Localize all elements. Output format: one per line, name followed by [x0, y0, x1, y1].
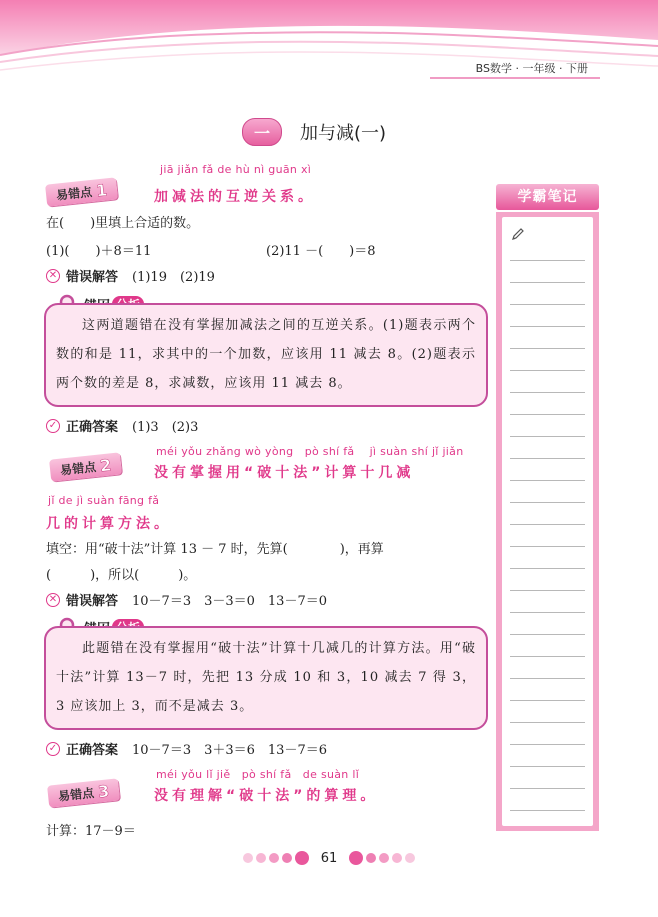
error-point-tag-2 [49, 452, 122, 481]
tag-label: 易错点 [57, 785, 95, 804]
footer-dot [256, 853, 266, 863]
question-2: (2)11 －( )＝8 [266, 244, 376, 259]
question-prompt: 在( )里填上合适的数。 [46, 216, 200, 231]
error-point-tag-1 [45, 177, 118, 206]
chapter-title: 加与减(一) [300, 123, 387, 144]
footer-dot [243, 853, 253, 863]
topic-pinyin: méi yǒu lǐ jiě pò shí fǎ de suàn lǐ [156, 768, 360, 781]
topic-title-line-2: 几的计算方法。 [46, 516, 172, 532]
book-info: BS数学 · 一年级 · 下册 [475, 62, 588, 75]
footer-dot [269, 853, 279, 863]
topic-pinyin: jiā jiǎn fǎ de hù nì guān xì [160, 163, 312, 176]
question-1: (1)( )＋8＝11 [46, 244, 152, 259]
wrong-answer-row [46, 590, 327, 609]
page-number: 61 [320, 850, 338, 866]
tag-label: 易错点 [59, 459, 97, 478]
correct-answer-label: 正确答案 [66, 743, 119, 758]
footer-dot [379, 853, 389, 863]
footer-dot [405, 853, 415, 863]
wrong-answer-label: 错误解答 [66, 594, 119, 609]
question-prompt-line-2: ( )，所以( )。 [46, 568, 197, 583]
tag-number: 1 [94, 179, 109, 200]
check-circle-icon: ✓ [46, 742, 60, 756]
footer-dot [295, 851, 309, 865]
analysis-box: 此题错在没有掌握用“破十法”计算十几减几的计算方法。用“破十法”计算 13－7 时，先把 13 分成 10 和 3，10 减去 7 得 3，3 应该加上 3，而不是减去 3。 [44, 626, 488, 730]
topic-title: 没有掌握用“破十法”计算十几减 [154, 465, 415, 481]
wrong-answer: (1)19 (2)19 [132, 270, 215, 285]
question-prompt: 计算：17－9＝ [46, 824, 136, 839]
correct-answer: (1)3 (2)3 [132, 420, 199, 435]
topic-title: 加减法的互逆关系。 [154, 189, 316, 205]
wrong-answer: 10－7＝3 3－3＝0 13－7＝0 [132, 594, 327, 609]
correct-answer-label: 正确答案 [66, 420, 119, 435]
chapter-number-badge: 一 [242, 118, 282, 146]
topic-title: 没有理解“破十法”的算理。 [154, 788, 379, 804]
footer-dot [349, 851, 363, 865]
x-circle-icon: ✕ [46, 269, 60, 283]
chapter-heading [242, 117, 386, 147]
footer-dot [392, 853, 402, 863]
question-prompt: 填空：用“破十法”计算 13 － 7 时，先算( )，再算 [46, 542, 384, 557]
tag-number: 3 [96, 780, 111, 801]
notes-frame [496, 212, 599, 831]
notes-title: 学霸笔记 [496, 184, 599, 210]
correct-answer-row [46, 416, 198, 435]
topic-pinyin-line-2: jǐ de jì suàn fāng fǎ [48, 494, 160, 507]
wrong-answer-row [46, 266, 215, 285]
footer-dot [282, 853, 292, 863]
check-circle-icon: ✓ [46, 419, 60, 433]
error-point-tag-3 [47, 778, 120, 807]
tag-number: 2 [98, 454, 113, 475]
x-circle-icon: ✕ [46, 593, 60, 607]
wrong-answer-label: 错误解答 [66, 270, 119, 285]
page-footer [0, 848, 658, 868]
notes-panel [496, 184, 599, 831]
header-banner [0, 0, 658, 95]
correct-answer: 10－7＝3 3＋3＝6 13－7＝6 [132, 743, 327, 758]
analysis-box: 这两道题错在没有掌握加减法之间的互逆关系。(1)题表示两个数的和是 11，求其中的一个加数，应该用 11 减去 8。(2)题表示两个数的差是 8，求减数，应该用 11 减去 8。 [44, 303, 488, 407]
footer-dot [366, 853, 376, 863]
topic-pinyin: méi yǒu zhǎng wò yòng pò shí fǎ jì suàn shí jǐ jiǎn [156, 445, 464, 458]
correct-answer-row [46, 739, 327, 758]
notes-ruled-lines [510, 239, 585, 816]
tag-label: 易错点 [55, 184, 93, 203]
notes-paper [502, 217, 593, 826]
